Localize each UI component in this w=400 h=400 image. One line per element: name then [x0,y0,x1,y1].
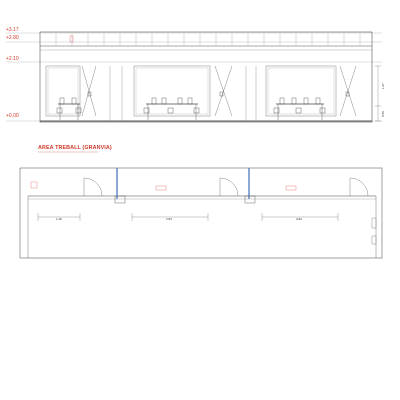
plan-tags [31,182,296,190]
elevation-marker [70,36,73,42]
plan-drawing [20,152,382,258]
elevation-bay-2 [134,66,256,121]
plan-dim-bay-3: 2.84 [296,217,302,221]
level-label-window-head: +2.10 [6,56,19,62]
level-label-floor: +0.00 [6,113,19,119]
elevation-bay-3 [266,66,356,116]
level-label-top: +3.17 [6,27,19,33]
dim-right-lower: 0.50 [381,111,385,117]
plan-dim-lines [38,213,338,221]
elevation-bay-1 [46,66,122,121]
elevation-drawing [6,32,382,122]
plan-dim-bay-2: 2.84 [166,217,172,221]
dim-right-upper: 1.97 [381,83,385,89]
plan-title: AREA TREBALL (GRANVIA) [38,145,112,151]
plan-dim-bay-1: 1.49 [56,217,62,221]
level-label-ceiling: +2.80 [6,35,19,41]
